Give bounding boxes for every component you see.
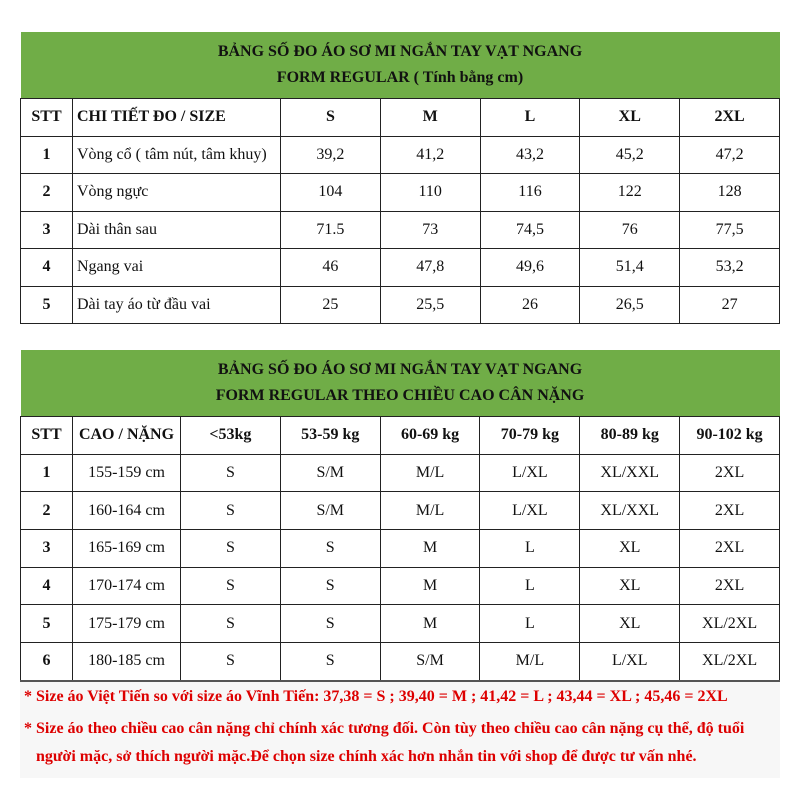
- table-cell: XL/XXL: [580, 492, 680, 530]
- table-cell: 26: [480, 286, 580, 324]
- table-cell: 165-169 cm: [73, 529, 181, 567]
- table-cell: 2XL: [680, 454, 780, 492]
- note-2: * Size áo theo chiều cao cân nặng chỉ chính xác tương đối. Còn tùy theo chiều cao cân nặng cụ thể, độ tuổi: [24, 720, 745, 737]
- table-row: [21, 529, 780, 567]
- table-row: [21, 174, 780, 212]
- table-cell: S: [181, 529, 281, 567]
- table-cell: 170-174 cm: [73, 567, 181, 605]
- table-cell: Ngang vai: [73, 249, 281, 287]
- table-cell: S: [181, 605, 281, 643]
- table-cell: S: [181, 492, 281, 530]
- table-cell: S: [280, 529, 380, 567]
- table-row: [21, 211, 780, 249]
- table-cell: 74,5: [480, 211, 580, 249]
- column-header: XL: [580, 98, 680, 136]
- note-3: người mặc, sở thích người mặc.Để chọn size chính xác hơn nhắn tin với shop để được tư vấn nhé.: [36, 748, 697, 765]
- table-cell: M/L: [380, 492, 480, 530]
- table-cell: 116: [480, 174, 580, 212]
- column-header: STT: [21, 98, 73, 136]
- table-cell: S: [181, 642, 281, 680]
- table-cell: 53,2: [680, 249, 780, 287]
- table-cell: L/XL: [580, 642, 680, 680]
- table-cell: 25,5: [380, 286, 480, 324]
- table-cell: 5: [21, 286, 73, 324]
- column-header: L: [480, 98, 580, 136]
- size-table-measurements: [20, 32, 780, 324]
- column-header: 2XL: [680, 98, 780, 136]
- table-cell: M/L: [480, 642, 580, 680]
- table-cell: 1: [21, 136, 73, 174]
- table-cell: Vòng cổ ( tâm nút, tâm khuy): [73, 136, 281, 174]
- table-cell: 27: [680, 286, 780, 324]
- size-table-height-weight: [20, 350, 780, 681]
- table-cell: M/L: [380, 454, 480, 492]
- table-cell: 71.5: [281, 211, 381, 249]
- table-row: [21, 492, 780, 530]
- title-line-2: FORM REGULAR THEO CHIỀU CAO CÂN NẶNG: [215, 386, 585, 404]
- table-cell: XL: [580, 529, 680, 567]
- table-cell: 6: [21, 642, 73, 680]
- column-header: CAO / NẶNG: [73, 416, 181, 454]
- table-cell: L: [480, 529, 580, 567]
- table-cell: 43,2: [480, 136, 580, 174]
- column-header: S: [281, 98, 381, 136]
- column-header: CHI TIẾT ĐO / SIZE: [73, 98, 281, 136]
- table-cell: 4: [21, 567, 73, 605]
- title-line-1: BẢNG SỐ ĐO ÁO SƠ MI NGẮN TAY VẠT NGANG: [217, 360, 583, 378]
- table-cell: 160-164 cm: [73, 492, 181, 530]
- table-row: [21, 454, 780, 492]
- table-cell: XL: [580, 605, 680, 643]
- table-cell: S: [280, 605, 380, 643]
- table1-title: [21, 32, 780, 98]
- title-line-2: FORM REGULAR ( Tính bằng cm): [276, 68, 524, 86]
- table-cell: 41,2: [380, 136, 480, 174]
- table-cell: 128: [680, 174, 780, 212]
- table-cell: L/XL: [480, 492, 580, 530]
- column-header: STT: [21, 416, 73, 454]
- table-cell: 110: [380, 174, 480, 212]
- table-cell: 1: [21, 454, 73, 492]
- table-cell: 5: [21, 605, 73, 643]
- table-row: [21, 136, 780, 174]
- table-row: [21, 567, 780, 605]
- table-row: [21, 642, 780, 680]
- table-cell: 3: [21, 529, 73, 567]
- table-cell: 47,2: [680, 136, 780, 174]
- table-cell: XL: [580, 567, 680, 605]
- table-cell: 2XL: [680, 529, 780, 567]
- table-cell: S: [181, 567, 281, 605]
- table-row: [21, 605, 780, 643]
- table-cell: 2: [21, 492, 73, 530]
- table-cell: M: [380, 529, 480, 567]
- table-cell: 2XL: [680, 492, 780, 530]
- table-cell: 26,5: [580, 286, 680, 324]
- table-cell: 73: [380, 211, 480, 249]
- table-cell: 76: [580, 211, 680, 249]
- table2-title: [21, 350, 780, 416]
- table-cell: L: [480, 605, 580, 643]
- table-cell: 2: [21, 174, 73, 212]
- table-cell: S: [280, 567, 380, 605]
- table-cell: XL/2XL: [680, 642, 780, 680]
- table-cell: 77,5: [680, 211, 780, 249]
- column-header: 70-79 kg: [480, 416, 580, 454]
- table-row: [21, 286, 780, 324]
- table-cell: 180-185 cm: [73, 642, 181, 680]
- table-cell: S: [280, 642, 380, 680]
- table-cell: 25: [281, 286, 381, 324]
- table-cell: 49,6: [480, 249, 580, 287]
- table-cell: S/M: [280, 454, 380, 492]
- table-cell: S/M: [280, 492, 380, 530]
- table-cell: 104: [281, 174, 381, 212]
- table-cell: 2XL: [680, 567, 780, 605]
- table-row: [21, 249, 780, 287]
- table-cell: XL/XXL: [580, 454, 680, 492]
- column-header: 60-69 kg: [380, 416, 480, 454]
- table-cell: 122: [580, 174, 680, 212]
- table-cell: 51,4: [580, 249, 680, 287]
- table-cell: L/XL: [480, 454, 580, 492]
- table-cell: Dài tay áo từ đầu vai: [73, 286, 281, 324]
- table-cell: Dài thân sau: [73, 211, 281, 249]
- column-header: M: [380, 98, 480, 136]
- table-cell: 47,8: [380, 249, 480, 287]
- table-cell: XL/2XL: [680, 605, 780, 643]
- table-cell: M: [380, 605, 480, 643]
- table-cell: 155-159 cm: [73, 454, 181, 492]
- title-line-1: BẢNG SỐ ĐO ÁO SƠ MI NGẮN TAY VẠT NGANG: [217, 42, 583, 60]
- table-cell: 46: [281, 249, 381, 287]
- table-cell: 45,2: [580, 136, 680, 174]
- table-cell: S: [181, 454, 281, 492]
- column-header: 80-89 kg: [580, 416, 680, 454]
- table-cell: M: [380, 567, 480, 605]
- notes: [20, 680, 780, 778]
- table-cell: Vòng ngực: [73, 174, 281, 212]
- column-header: 53-59 kg: [280, 416, 380, 454]
- column-header: 90-102 kg: [680, 416, 780, 454]
- note-1: * Size áo Việt Tiến so với size áo Vĩnh Tiến: 37,38 = S ; 39,40 = M ; 41,42 = L ; 43,44 = XL ; 45,46 = 2XL: [24, 688, 728, 705]
- table-cell: 4: [21, 249, 73, 287]
- column-header: <53kg: [181, 416, 281, 454]
- table-cell: 175-179 cm: [73, 605, 181, 643]
- table-cell: S/M: [380, 642, 480, 680]
- table-cell: L: [480, 567, 580, 605]
- table-cell: 39,2: [281, 136, 381, 174]
- table-cell: 3: [21, 211, 73, 249]
